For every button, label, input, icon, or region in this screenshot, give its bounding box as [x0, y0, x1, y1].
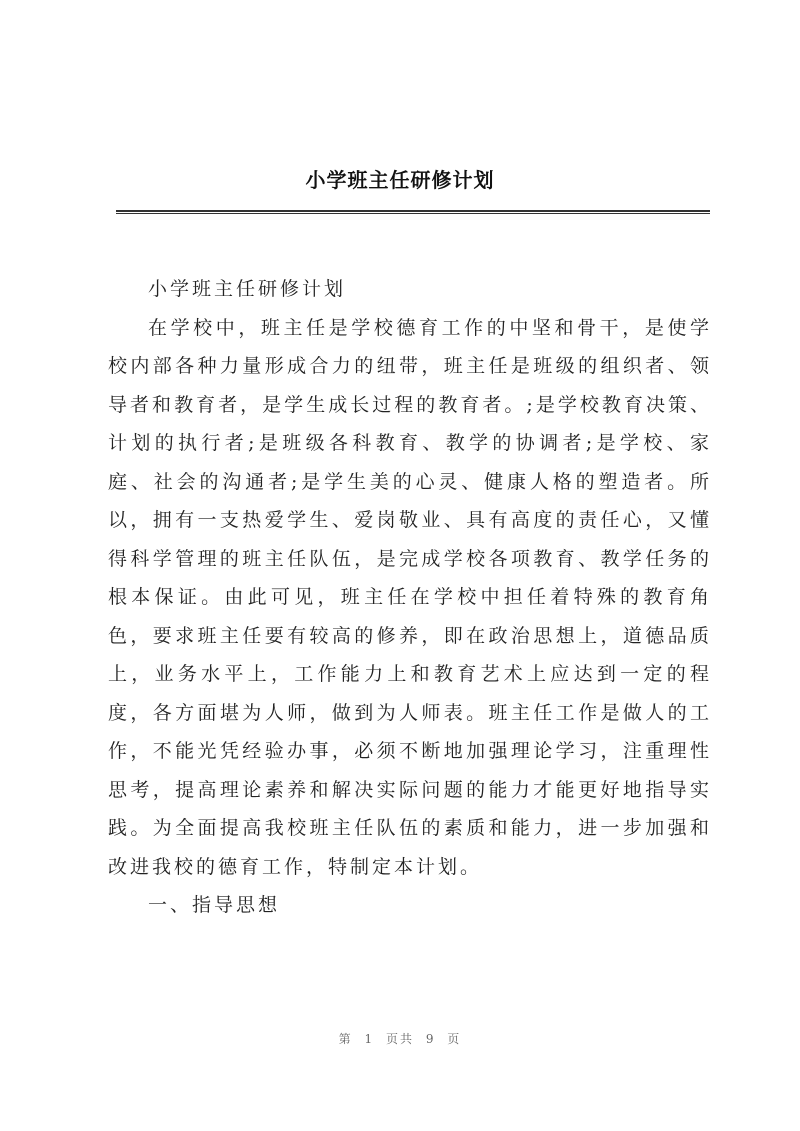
- title-divider: [116, 210, 710, 214]
- page-footer: [0, 1030, 800, 1047]
- page-number: 1: [364, 1032, 375, 1046]
- page-prefix: 第: [338, 1032, 353, 1046]
- section-heading-guiding-thought: 一、指导思想: [148, 894, 281, 916]
- page-suffix: 页: [447, 1032, 462, 1046]
- page-middle: 页共: [385, 1032, 414, 1046]
- body-paragraph-main: 在学校中，班主任是学校德育工作的中坚和骨干，是使学校内部各种力量形成合力的纽带，班主任是班级的组织者、领导者和教育者，是学生成长过程的教育者。;是学校教育决策、计划的执行者;是班级各科教育、教学的协调者;是学校、家庭、社会的沟通者;是学生美的心灵、健康人格的塑造者。所以，拥有一支热爱学生、爱岗敬业、具有高度的责任心，又懂得科学管理的班主任队伍，是完成学校各项教育、教学任务的根本保证。由此可见，班主任在学校中担任着特殊的教育角色，要求班主任要有较高的修养，即在政治思想上，道德品质上，业务水平上，工作能力上和教育艺术上应达到一定的程度，各方面堪为人师，做到为人师表。班主任工作是做人的工作，不能光凭经验办事，必须不断地加强理论学习，注重理性思考，提高理论素养和解决实际问题的能力才能更好地指导实践。为全面提高我校班主任队伍的素质和能力，进一步加强和改进我校的德育工作，特制定本计划。: [108, 316, 712, 878]
- page-total: 9: [425, 1032, 436, 1046]
- body-paragraph-heading: 小学班主任研修计划: [148, 278, 347, 300]
- document-body: [108, 270, 712, 925]
- document-title: 小学班主任研修计划: [305, 168, 495, 192]
